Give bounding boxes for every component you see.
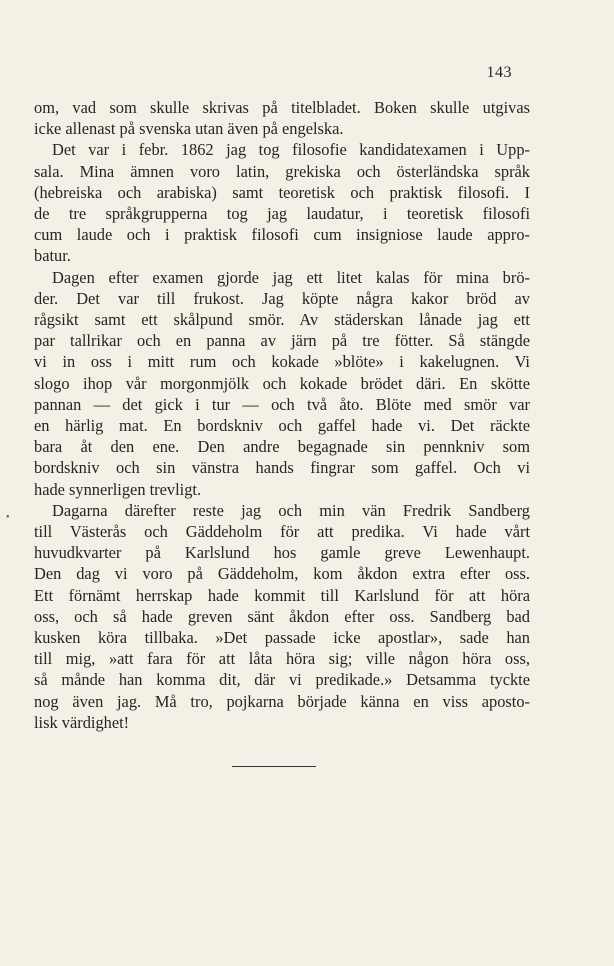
paragraph-2	[34, 139, 530, 266]
text-line: (hebreiska och arabiska) samt teoretisk och praktisk filosofi. I	[34, 182, 530, 202]
text-line: Den dag vi voro på Gäddeholm, kom åkdon extra efter oss.	[34, 564, 530, 584]
text-line: till Västerås och Gäddeholm för att predika. Vi hade vårt	[34, 522, 530, 542]
text-line: rågsikt samt ett skålpund smör. Av städerskan lånade jag ett	[34, 310, 530, 330]
margin-mark: •	[6, 512, 10, 523]
text-line: Dagen efter examen gjorde jag ett litet kalas för mina brö-	[52, 267, 530, 287]
end-rule	[232, 766, 316, 767]
body-text	[34, 97, 530, 733]
text-line: till mig, »att fara för att låta höra sig; ville någon höra oss,	[34, 649, 530, 669]
text-line: bordskniv och sin vänstra hands fingrar som gaffel. Och vi	[34, 458, 530, 478]
text-line: så månde han komma dit, där vi predikade.» Detsamma tyckte	[34, 670, 530, 690]
text-line: vi in oss i mitt rum och kokade »blöte» i kakelugnen. Vi	[34, 352, 530, 372]
page-number: 143	[486, 64, 512, 81]
paragraph-3	[34, 267, 530, 500]
text-line: sala. Mina ämnen voro latin, grekiska och österländska språk	[34, 161, 530, 181]
text-line: cum laude och i praktisk filosofi cum insigniose laude appro-	[34, 225, 530, 245]
paragraph-1	[34, 97, 530, 139]
text-line: batur.	[34, 246, 71, 266]
text-line: der. Det var till frukost. Jag köpte några kakor bröd av	[34, 288, 530, 308]
text-line: slogo ihop vår morgonmjölk och kokade brödet däri. En skötte	[34, 373, 530, 393]
text-line: bara åt den ene. Den andre begagnade sin pennkniv som	[34, 437, 530, 457]
paragraph-4	[34, 500, 530, 733]
text-line: pannan — det gick i tur — och två åto. Blöte med smör var	[34, 394, 530, 414]
text-line: Dagarna därefter reste jag och min vän Fredrik Sandberg	[52, 500, 530, 520]
text-line: hade synnerligen trevligt.	[34, 479, 202, 499]
text-line: par tallrikar och en panna av järn på tre fötter. Så stängde	[34, 331, 530, 351]
text-line: en härlig mat. En bordskniv och gaffel hade vi. Det räckte	[34, 416, 530, 436]
text-line: huvudkvarter på Karlslund hos gamle greve Lewenhaupt.	[34, 543, 530, 563]
text-line: de tre språkgrupperna tog jag laudatur, i teoretisk filosofi	[34, 204, 530, 224]
text-line: icke allenast på svenska utan även på engelska.	[34, 119, 344, 139]
text-line: lisk värdighet!	[34, 712, 130, 732]
text-line: kusken köra tillbaka. »Det passade icke apostlar», sade han	[34, 628, 530, 648]
text-line: nog även jag. Må tro, pojkarna började känna en viss aposto-	[34, 691, 530, 711]
text-line: Det var i febr. 1862 jag tog filosofie kandidatexamen i Upp-	[52, 140, 530, 160]
text-line: oss, och så hade greven sänt åkdon efter oss. Sandberg bad	[34, 606, 530, 626]
text-line: om, vad som skulle skrivas på titelbladet. Boken skulle utgivas	[34, 98, 530, 117]
text-line: Ett förnämt herrskap hade kommit till Karlslund för att höra	[34, 585, 530, 605]
